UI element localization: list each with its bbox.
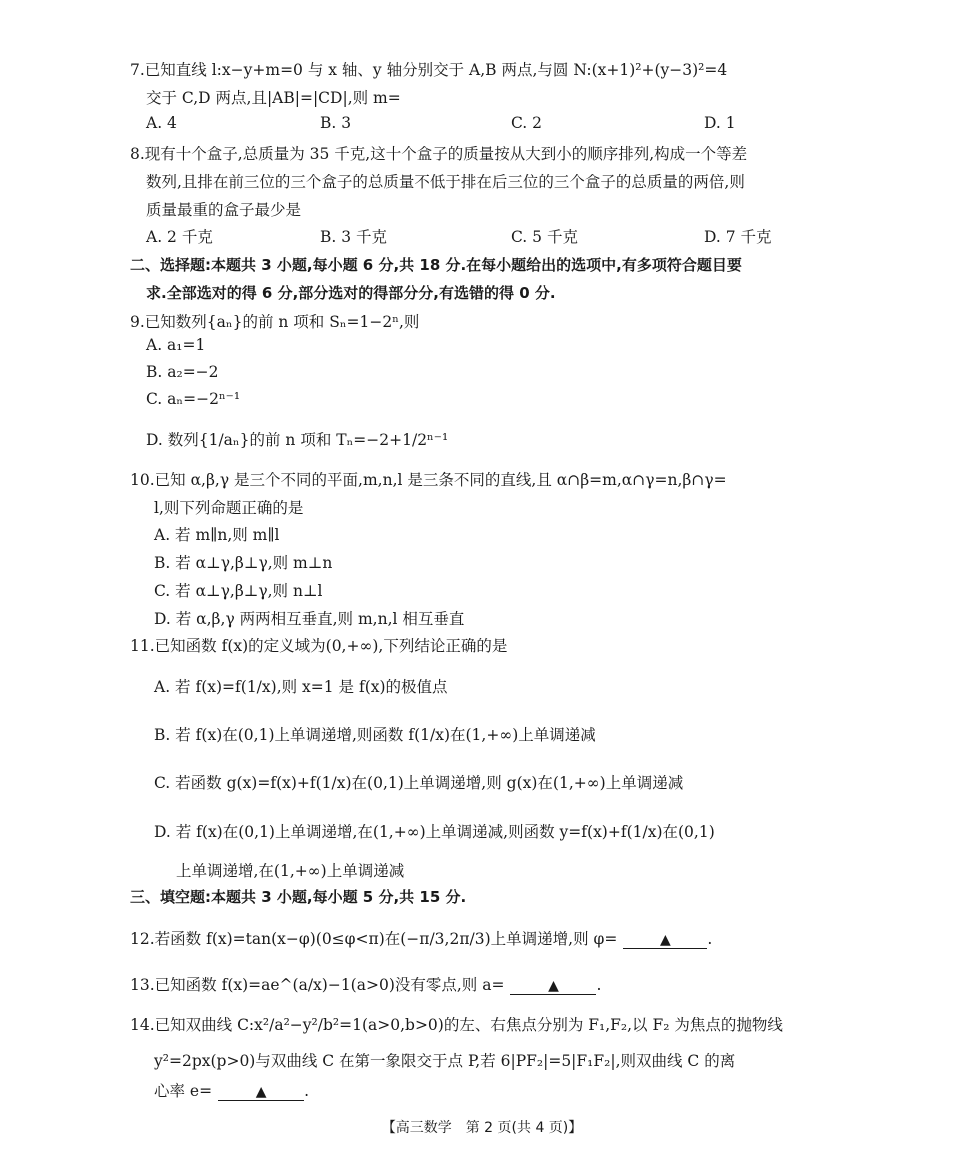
- q14-answer-blank[interactable]: [218, 1083, 304, 1101]
- q12-answer-blank[interactable]: [623, 931, 707, 949]
- section3-heading: 三、填空题:本题共 3 小题,每小题 5 分,共 15 分.: [130, 888, 467, 906]
- q13-line: [130, 973, 601, 995]
- page-footer: 【高三数学 第 2 页(共 4 页)】: [381, 1120, 583, 1136]
- q9-option-c: C. aₙ=−2ⁿ⁻¹: [146, 390, 241, 408]
- triangle-icon: ▲: [659, 932, 671, 948]
- q13-end: .: [596, 976, 602, 994]
- q10-line2: l,则下列命题正确的是: [154, 499, 304, 517]
- q9-option-b: B. a₂=−2: [146, 363, 219, 381]
- q10-option-c: C. 若 α⊥γ,β⊥γ,则 n⊥l: [154, 582, 323, 600]
- q10-option-d: D. 若 α,β,γ 两两相互垂直,则 m,n,l 相互垂直: [154, 610, 465, 628]
- q11-stem: 11.已知函数 f(x)的定义域为(0,+∞),下列结论正确的是: [130, 637, 508, 655]
- q7-line1: 7.已知直线 l:x−y+m=0 与 x 轴、y 轴分别交于 A,B 两点,与圆 N:(x+1)²+(y−3)²=4: [130, 61, 728, 79]
- q14-line3: [154, 1079, 309, 1101]
- q11-option-d: D. 若 f(x)在(0,1)上单调递增,在(1,+∞)上单调递减,则函数 y=f(x)+f(1/x)在(0,1): [154, 823, 715, 841]
- q7-option-c: C. 2: [511, 114, 543, 132]
- q8-option-a: A. 2 千克: [146, 228, 213, 246]
- q11-option-a: A. 若 f(x)=f(1/x),则 x=1 是 f(x)的极值点: [154, 678, 448, 696]
- q7-option-a: A. 4: [146, 114, 177, 132]
- q8-option-c: C. 5 千克: [511, 228, 578, 246]
- q13-answer-blank[interactable]: [510, 977, 596, 995]
- q10-line1: 10.已知 α,β,γ 是三个不同的平面,m,n,l 是三条不同的直线,且 α∩β=m,α∩γ=n,β∩γ=: [130, 471, 727, 489]
- q14-text: 心率 e=: [154, 1082, 213, 1100]
- q12-line: [130, 927, 712, 949]
- q9-stem: 9.已知数列{aₙ}的前 n 项和 Sₙ=1−2ⁿ,则: [130, 313, 420, 331]
- q11-option-b: B. 若 f(x)在(0,1)上单调递增,则函数 f(1/x)在(1,+∞)上单调递减: [154, 726, 596, 744]
- q8-option-d: D. 7 千克: [704, 228, 772, 246]
- q8-line2: 数列,且排在前三位的三个盒子的总质量不低于排在后三位的三个盒子的总质量的两倍,则: [146, 173, 745, 191]
- q13-text: 13.已知函数 f(x)=ae^(a/x)−1(a>0)没有零点,则 a=: [130, 976, 505, 994]
- section2-heading-line2: 求.全部选对的得 6 分,部分选对的得部分分,有选错的得 0 分.: [146, 284, 556, 302]
- triangle-icon: ▲: [548, 978, 559, 994]
- q10-option-a: A. 若 m∥n,则 m∥l: [154, 526, 280, 544]
- q14-end: .: [304, 1082, 310, 1100]
- q8-line1: 8.现有十个盒子,总质量为 35 千克,这十个盒子的质量按从大到小的顺序排列,构成一个等差: [130, 145, 748, 163]
- q10-option-b: B. 若 α⊥γ,β⊥γ,则 m⊥n: [154, 554, 333, 572]
- q9-option-a: A. a₁=1: [146, 336, 206, 354]
- q9-option-d: D. 数列{1/aₙ}的前 n 项和 Tₙ=−2+1/2ⁿ⁻¹: [146, 431, 449, 449]
- section2-heading-line1: 二、选择题:本题共 3 小题,每小题 6 分,共 18 分.在每小题给出的选项中,有多项符合题目要: [130, 256, 742, 274]
- q11-option-d-line2: 上单调递增,在(1,+∞)上单调递减: [176, 862, 405, 880]
- q14-line2: y²=2px(p>0)与双曲线 C 在第一象限交于点 P,若 6|PF₂|=5|F₁F₂|,则双曲线 C 的离: [154, 1052, 736, 1070]
- q7-option-b: B. 3: [320, 114, 352, 132]
- q8-option-b: B. 3 千克: [320, 228, 388, 246]
- q14-line1: 14.已知双曲线 C:x²/a²−y²/b²=1(a>0,b>0)的左、右焦点分别为 F₁,F₂,以 F₂ 为焦点的抛物线: [130, 1016, 783, 1034]
- q7-line2: 交于 C,D 两点,且|AB|=|CD|,则 m=: [146, 89, 401, 107]
- q12-end: .: [707, 930, 713, 948]
- q12-text: 12.若函数 f(x)=tan(x−φ)(0≤φ<π)在(−π/3,2π/3)上单调递增,则 φ=: [130, 930, 618, 948]
- q8-line3: 质量最重的盒子最少是: [146, 201, 302, 219]
- q7-option-d: D. 1: [704, 114, 736, 132]
- q11-option-c: C. 若函数 g(x)=f(x)+f(1/x)在(0,1)上单调递增,则 g(x)在(1,+∞)上单调递减: [154, 774, 684, 792]
- triangle-icon: ▲: [255, 1084, 267, 1100]
